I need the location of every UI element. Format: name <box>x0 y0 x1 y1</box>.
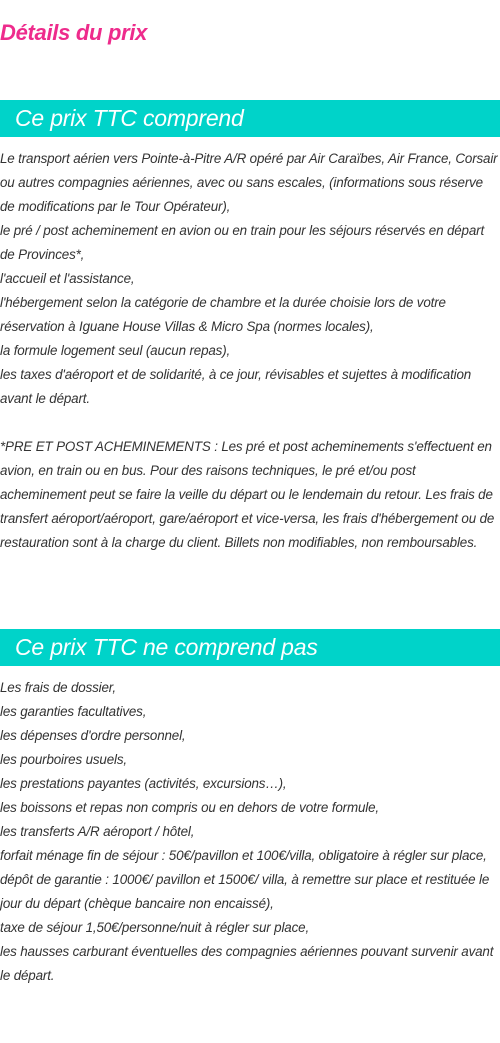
included-list <box>0 147 500 411</box>
list-item: le pré / post acheminement en avion ou en train pour les séjours réservés en départ de Provinces*, <box>0 223 485 262</box>
list-item: les pourboires usuels, <box>0 752 127 767</box>
excluded-list <box>0 676 500 988</box>
list-item: taxe de séjour 1,50€/personne/nuit à régler sur place, <box>0 920 310 935</box>
list-item: l'accueil et l'assistance, <box>0 271 135 286</box>
list-item: les taxes d'aéroport et de solidarité, à ce jour, révisables et sujettes à modification avant le départ. <box>0 367 472 406</box>
section-header-excluded <box>0 629 500 666</box>
note-text: *PRE ET POST ACHEMINEMENTS : Les pré et post acheminements s'effectuent en avion, en train ou en bus. Pour des raisons techniques, le pré et/ou post acheminement peut se faire la veille du départ ou le lendemain du retour. Les frais de transfert aéroport/aéroport, gare/aéroport et vice-versa, les frais d'hébergement ou de restauration sont à la charge du client. Billets non modifiables, non remboursables. <box>0 439 495 550</box>
pre-post-routing-note <box>0 435 500 555</box>
section-title-included: Ce prix TTC comprend <box>15 105 244 131</box>
list-item: les hausses carburant éventuelles des compagnies aériennes pouvant survenir avant le départ. <box>0 944 494 983</box>
list-item: les transferts A/R aéroport / hôtel, <box>0 824 195 839</box>
list-item: les dépenses d'ordre personnel, <box>0 728 186 743</box>
page-title: Détails du prix <box>0 20 148 45</box>
list-item: l'hébergement selon la catégorie de chambre et la durée choisie lors de votre réservation à Iguane House Villas & Micro Spa (normes locales), <box>0 295 446 334</box>
list-item: dépôt de garantie : 1000€/ pavillon et 1500€/ villa, à remettre sur place et restituée le jour du départ (chèque bancaire non encaissé), <box>0 872 490 911</box>
list-item: les garanties facultatives, <box>0 704 147 719</box>
list-item: les prestations payantes (activités, excursions…), <box>0 776 287 791</box>
list-item: Les frais de dossier, <box>0 680 116 695</box>
list-item: les boissons et repas non compris ou en dehors de votre formule, <box>0 800 379 815</box>
list-item: forfait ménage fin de séjour : 50€/pavillon et 100€/villa, obligatoire à régler sur place, <box>0 848 487 863</box>
list-item: Le transport aérien vers Pointe-à-Pitre A/R opéré par Air Caraïbes, Air France, Corsair ou autres compagnies aériennes, avec ou sans escales, (informations sous réserve de modifications par le Tour Opérateur), <box>0 151 498 214</box>
section-header-included <box>0 100 500 137</box>
section-title-excluded: Ce prix TTC ne comprend pas <box>15 634 318 660</box>
list-item: la formule logement seul (aucun repas), <box>0 343 231 358</box>
